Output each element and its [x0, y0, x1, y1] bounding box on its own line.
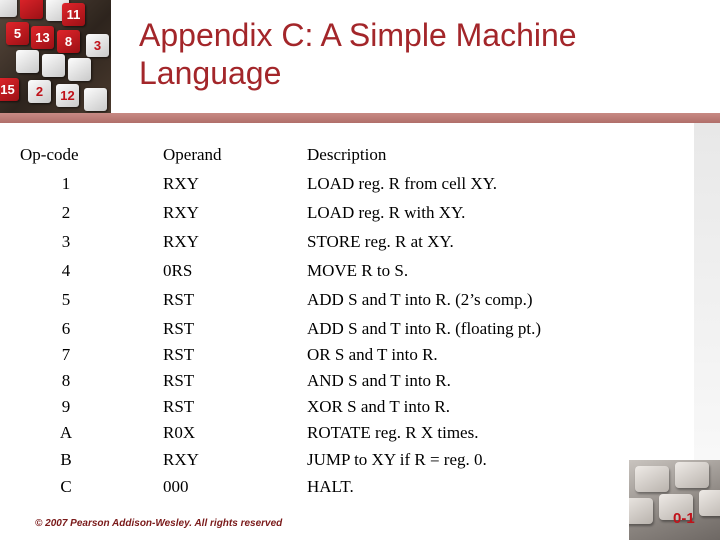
cell-operand: RST [163, 290, 195, 309]
keyboard-image [629, 460, 720, 540]
slide-title-line-1: Appendix C: A Simple Machine [139, 17, 577, 53]
puzzle-tile [42, 54, 65, 77]
cell-description: ROTATE reg. R X times. [307, 423, 479, 442]
keyboard-key [675, 462, 709, 488]
cell-opcode: 6 [61, 319, 71, 338]
copyright-notice: © 2007 Pearson Addison-Wesley. All rights reserved [35, 518, 283, 529]
puzzle-tile [84, 88, 107, 111]
keyboard-key [629, 498, 653, 524]
puzzle-tile [20, 0, 43, 19]
puzzle-tile [0, 0, 17, 17]
header-opcode: Op-code [20, 145, 79, 164]
header-operand: Operand [163, 145, 222, 164]
puzzle-tile: 5 [6, 22, 29, 45]
slide-number: 0-1 [673, 510, 695, 527]
cell-operand: RST [163, 371, 195, 390]
puzzle-tile: 15 [0, 78, 19, 101]
keyboard-key [699, 490, 720, 516]
cell-operand: RST [163, 345, 195, 364]
cell-description: AND S and T into R. [307, 371, 451, 390]
cell-description: OR S and T into R. [307, 345, 438, 364]
puzzle-tile [16, 50, 39, 73]
cell-operand: RST [163, 397, 195, 416]
cell-operand: 000 [163, 477, 189, 496]
title-divider-band [0, 113, 720, 123]
cell-operand: RXY [163, 174, 199, 193]
cell-operand: RXY [163, 232, 199, 251]
cell-description: HALT. [307, 477, 354, 496]
puzzle-tile: 2 [28, 80, 51, 103]
slide-title-line-2: Language [139, 55, 282, 91]
puzzle-tile: 3 [86, 34, 109, 57]
puzzle-tile: 12 [56, 84, 79, 107]
cell-description: ADD S and T into R. (2’s comp.) [307, 290, 533, 309]
cell-operand: R0X [163, 423, 196, 442]
cell-operand: 0RS [163, 261, 193, 280]
cell-opcode: C [60, 477, 72, 496]
puzzle-tile: 8 [57, 30, 80, 53]
cell-opcode: 1 [61, 174, 71, 193]
cell-opcode: B [60, 450, 72, 469]
cell-description: STORE reg. R at XY. [307, 232, 454, 251]
puzzle-tile: 13 [31, 26, 54, 49]
cell-opcode: 2 [61, 203, 71, 222]
cell-description: JUMP to XY if R = reg. 0. [307, 450, 487, 469]
cell-opcode: 7 [61, 345, 71, 364]
cell-description: MOVE R to S. [307, 261, 409, 280]
header-description: Description [307, 145, 387, 164]
cell-description: XOR S and T into R. [307, 397, 450, 416]
right-edge-strip [694, 123, 720, 460]
cell-opcode: 5 [61, 290, 71, 309]
cell-description: LOAD reg. R with XY. [307, 203, 466, 222]
cell-operand: RXY [163, 203, 199, 222]
cell-opcode: 3 [61, 232, 71, 251]
cell-description: LOAD reg. R from cell XY. [307, 174, 497, 193]
cell-opcode: 8 [61, 371, 71, 390]
cell-opcode: 4 [61, 261, 71, 280]
cell-opcode: A [59, 423, 73, 442]
slide-title [139, 16, 699, 92]
cell-operand: RXY [163, 450, 199, 469]
puzzle-tile: 11 [62, 3, 85, 26]
cell-opcode: 9 [61, 397, 71, 416]
puzzle-tile [68, 58, 91, 81]
cell-description: ADD S and T into R. (floating pt.) [307, 319, 542, 338]
cell-operand: RST [163, 319, 195, 338]
keyboard-key [635, 466, 669, 492]
number-puzzle-image [0, 0, 111, 113]
